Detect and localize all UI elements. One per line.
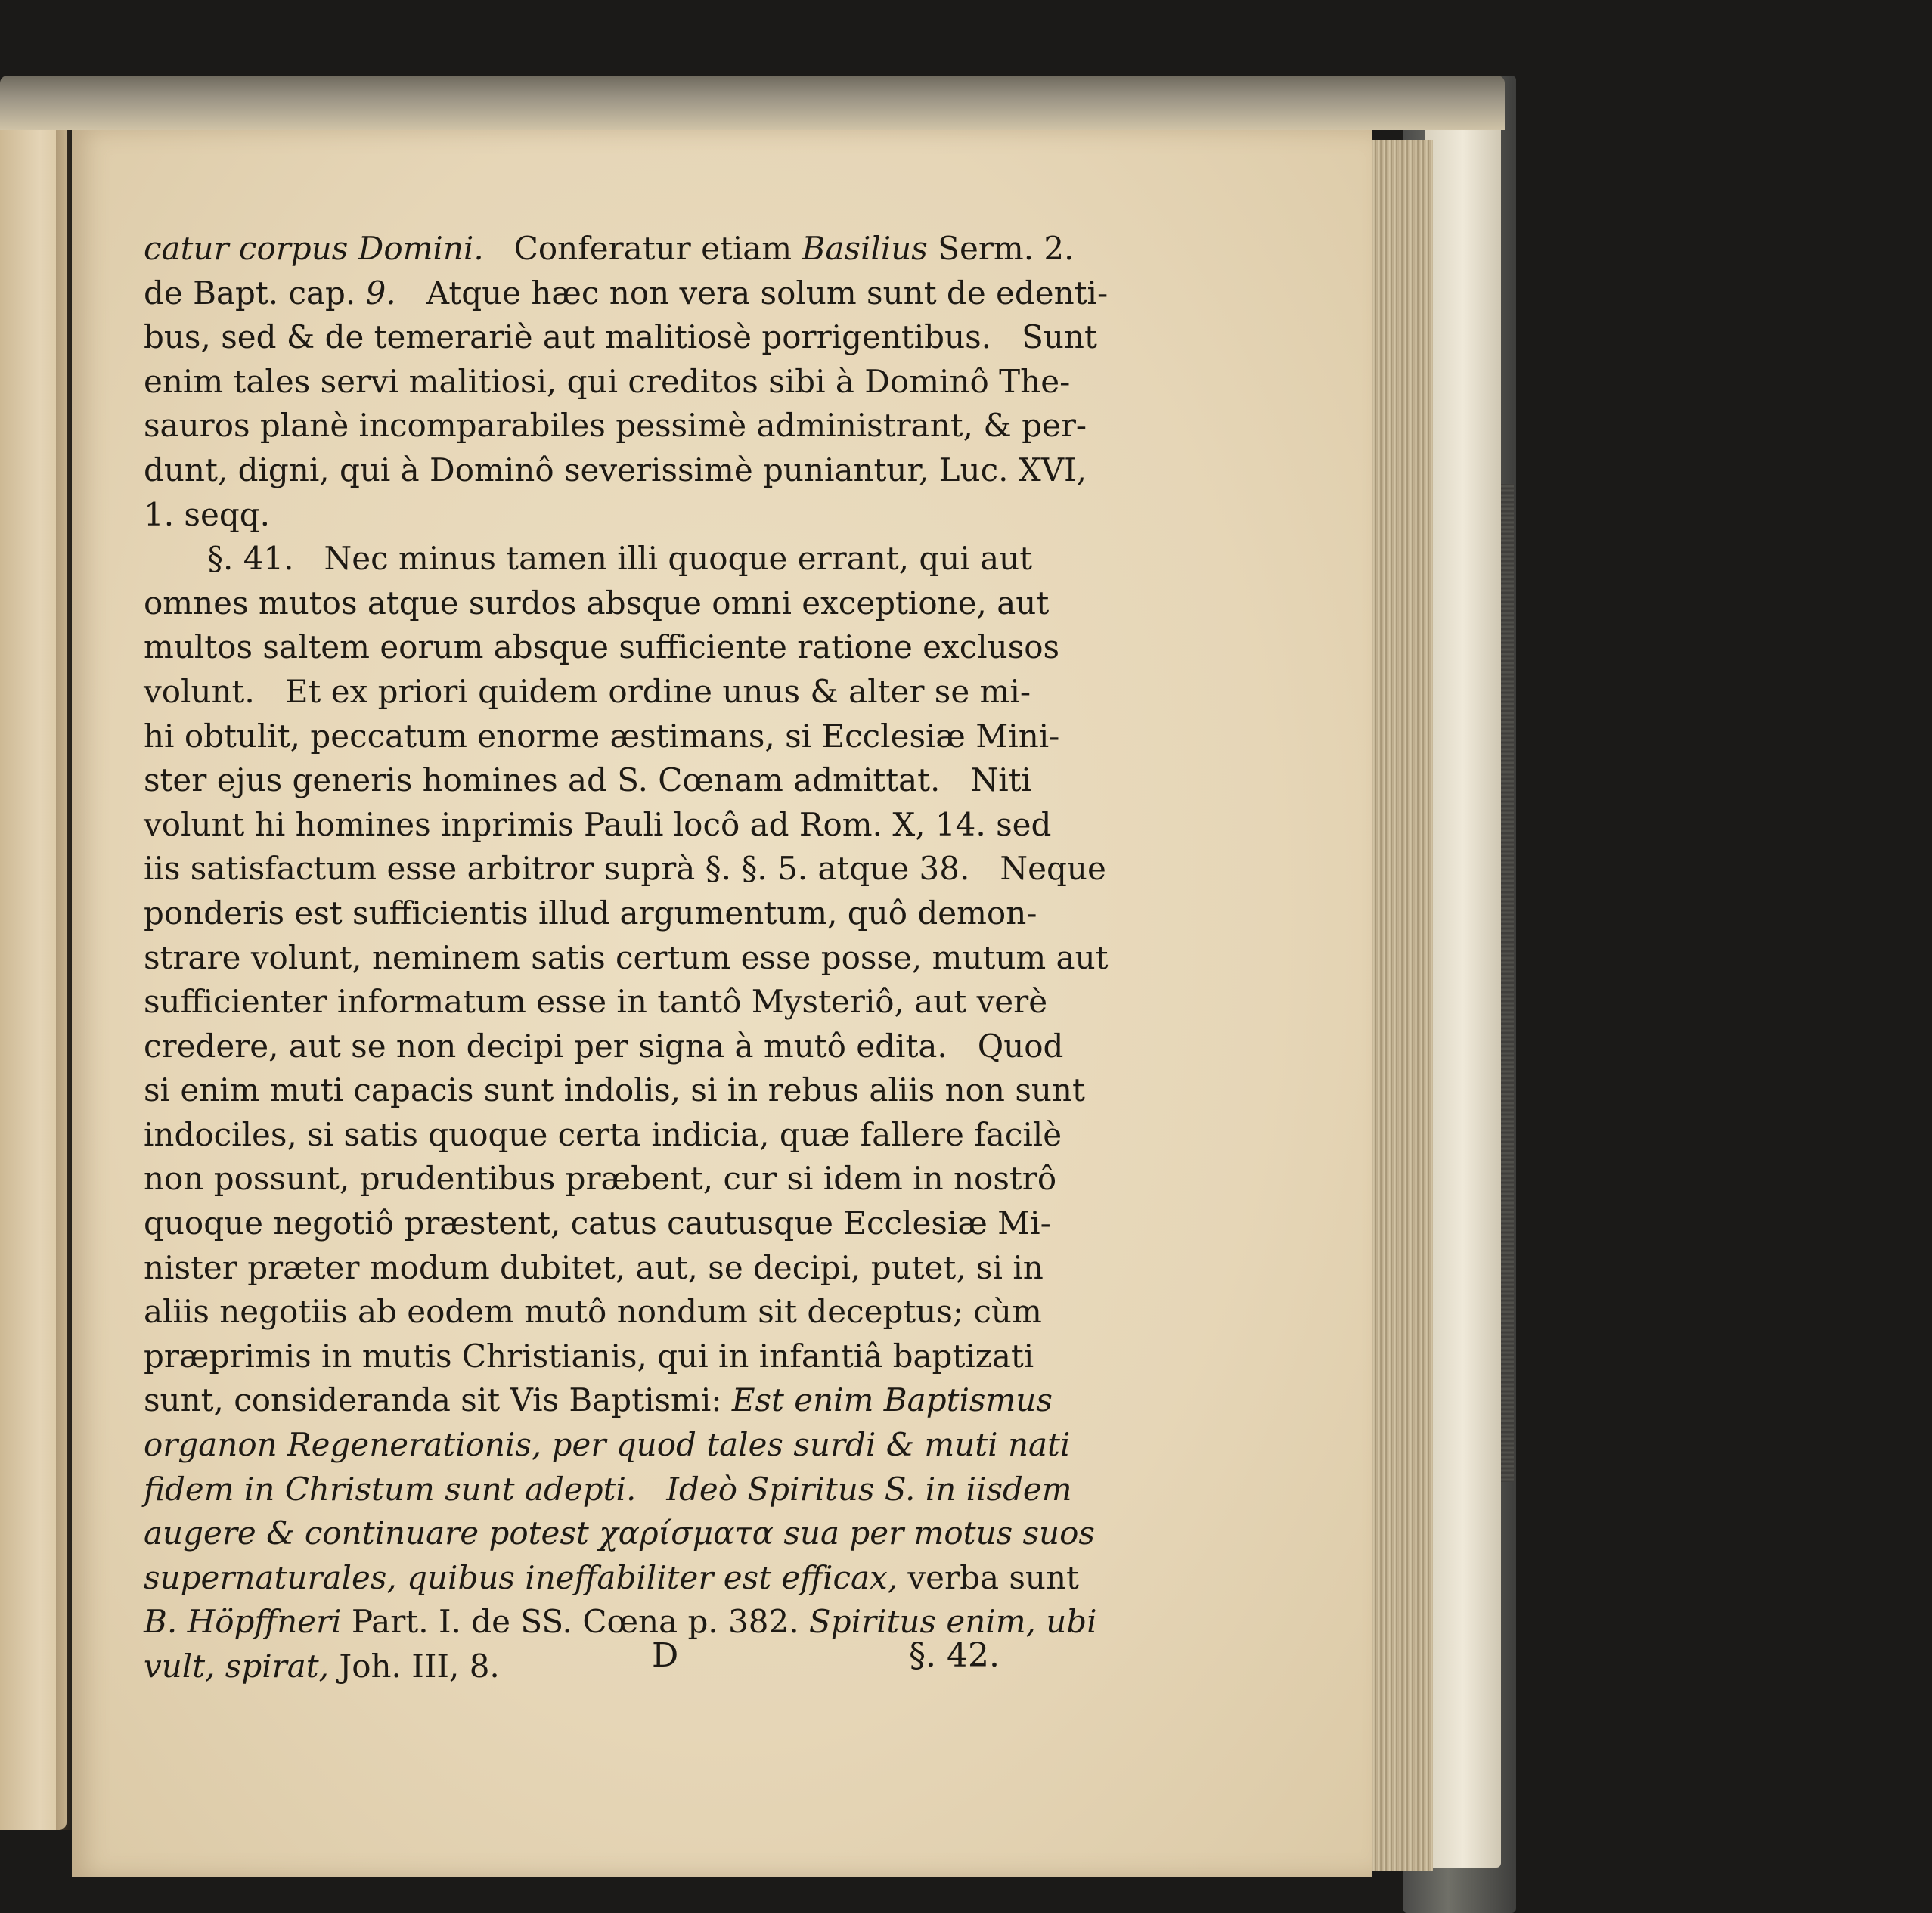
text-line: vult, spirat, Joh. III, 8. bbox=[144, 1648, 500, 1685]
text-line: aliis negotiis ab eodem mutô nondum sit deceptus; cùm bbox=[144, 1293, 1042, 1331]
text-line: enim tales servi malitiosi, qui creditos sibi à Dominô The- bbox=[144, 362, 1071, 400]
text-line: fidem in Christum sunt adepti. Ideò Spiritus S. in iisdem bbox=[144, 1470, 1072, 1508]
text-line: catur corpus Domini. Conferatur etiam Basilius Serm. 2. bbox=[144, 230, 1075, 267]
text-line: credere, aut se non decipi per signa à mutô edita. Quod bbox=[144, 1027, 1064, 1065]
body-text bbox=[144, 227, 1109, 1689]
text-line: §. 41. Nec minus tamen illi quoque errant, qui aut bbox=[207, 540, 1033, 578]
text-line: nister præter modum dubitet, aut, se decipi, putet, si in bbox=[144, 1248, 1044, 1286]
text-line: hi obtulit, peccatum enorme æstimans, si Ecclesiæ Mini- bbox=[144, 717, 1060, 755]
text-line: de Bapt. cap. 9. Atque hæc non vera solum sunt de edenti- bbox=[144, 274, 1109, 312]
text-line: volunt. Et ex priori quidem ordine unus & alter se mi- bbox=[144, 672, 1031, 710]
text-line: dunt, digni, qui à Dominô severissimè puniantur, Luc. XVI, bbox=[144, 451, 1087, 488]
text-line: sunt, consideranda sit Vis Baptismi: Est enim Baptismus bbox=[144, 1381, 1053, 1419]
text-line: non possunt, prudentibus præbent, cur si idem in nostrô bbox=[144, 1160, 1057, 1198]
text-line: strare volunt, neminem satis certum esse posse, mutum aut bbox=[144, 938, 1109, 976]
text-line: ster ejus generis homines ad S. Cœnam admittat. Niti bbox=[144, 761, 1031, 799]
text-line: omnes mutos atque surdos absque omni exceptione, aut bbox=[144, 584, 1050, 622]
text-line: quoque negotiô præstent, catus cautusque Ecclesiæ Mi- bbox=[144, 1205, 1051, 1242]
text-line: iis satisfactum esse arbitror suprà §. §. 5. atque 38. Neque bbox=[144, 850, 1106, 888]
text-line: organon Regenerationis, per quod tales surdi & muti nati bbox=[144, 1426, 1071, 1464]
text-line: indociles, si satis quoque certa indicia, quæ fallere facilè bbox=[144, 1115, 1062, 1153]
text-line: volunt hi homines inprimis Pauli locô ad Rom. X, 14. sed bbox=[144, 805, 1052, 843]
text-line: sauros planè incomparabiles pessimè administrant, & per- bbox=[144, 407, 1087, 445]
catchword: §. 42. bbox=[909, 1636, 1000, 1675]
top-edge bbox=[0, 76, 1505, 130]
text-line: augere & continuare potest χαρίσματα sua per motus suos bbox=[144, 1515, 1095, 1552]
text-line: si enim muti capacis sunt indolis, si in rebus aliis non sunt bbox=[144, 1071, 1085, 1109]
text-line: B. Höpffneri Part. I. de SS. Cœna p. 382. Spiritus enim, ubi bbox=[144, 1603, 1097, 1641]
vellum-binding bbox=[1425, 98, 1501, 1868]
page-footer bbox=[144, 1636, 1013, 1682]
text-line: bus, sed & de temerariè aut malitiosè porrigentibus. Sunt bbox=[144, 318, 1097, 356]
text-line: supernaturales, quibus ineffabiliter est efficax, verba sunt bbox=[144, 1558, 1079, 1596]
text-line: multos saltem eorum absque sufficiente ratione exclusos bbox=[144, 628, 1060, 666]
text-line: 1. seqq. bbox=[144, 495, 270, 533]
text-line: ponderis est sufficientis illud argumentum, quô demon- bbox=[144, 894, 1037, 932]
signature-mark: D bbox=[652, 1636, 679, 1675]
text-line: sufficienter informatum esse in tantô Mysteriô, aut verè bbox=[144, 983, 1048, 1021]
text-line: præprimis in mutis Christianis, qui in infantiâ baptizati bbox=[144, 1337, 1034, 1375]
